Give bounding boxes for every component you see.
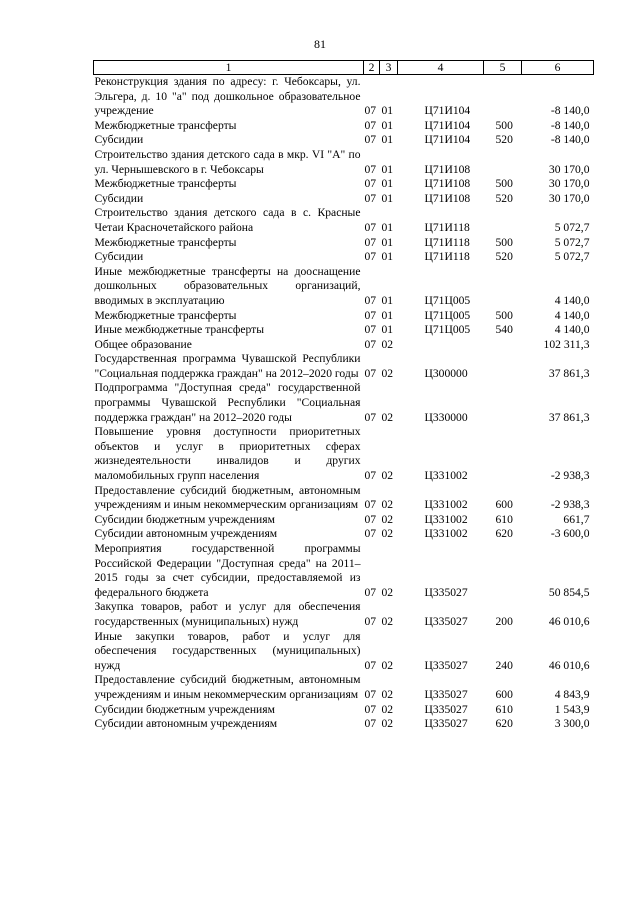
row-amount: -8 140,0 bbox=[550, 133, 590, 147]
row-subsection: 01 bbox=[381, 162, 394, 176]
row-section: 07 bbox=[364, 308, 377, 322]
table-row bbox=[94, 425, 594, 483]
row-name: Субсидии бюджетным учреждениям bbox=[94, 702, 275, 716]
row-amount: 46 010,6 bbox=[548, 614, 590, 628]
row-amount: 1 543,9 bbox=[554, 702, 590, 716]
row-expense-type: 520 bbox=[495, 133, 513, 147]
row-amount: 102 311,3 bbox=[543, 337, 590, 351]
row-target-article: Ц331002 bbox=[424, 498, 468, 512]
table-row bbox=[94, 338, 594, 353]
row-name: Субсидии бюджетным учреждениям bbox=[94, 512, 275, 526]
row-subsection: 02 bbox=[381, 687, 394, 701]
row-amount: 4 140,0 bbox=[554, 308, 590, 322]
row-subsection: 02 bbox=[381, 337, 394, 351]
row-section: 07 bbox=[364, 687, 377, 701]
row-name: Повышение уровня доступности приоритетных объектов и услуг в приоритетных сферах жизнедеятельности инвалидов и других маломобильных групп населения bbox=[94, 425, 361, 483]
table-row bbox=[94, 206, 594, 235]
table-row bbox=[94, 673, 594, 702]
row-expense-type: 500 bbox=[495, 308, 513, 322]
row-name: Субсидии bbox=[94, 133, 144, 147]
row-name: Закупка товаров, работ и услуг для обеспечения государственных (муниципальных) нужд bbox=[94, 600, 361, 628]
row-name: Реконструкция здания по адресу: г. Чебоксары, ул. Эльгера, д. 10 "а" под дошкольное образовательное учреждение bbox=[94, 75, 361, 118]
row-expense-type: 500 bbox=[495, 177, 513, 191]
row-expense-type: 520 bbox=[495, 191, 513, 205]
row-subsection: 02 bbox=[381, 717, 394, 731]
row-expense-type: 620 bbox=[495, 527, 513, 541]
row-name: Межбюджетные трансферты bbox=[94, 308, 237, 322]
row-section: 07 bbox=[364, 366, 377, 380]
row-target-article bbox=[398, 338, 484, 353]
row-subsection: 01 bbox=[381, 323, 394, 337]
row-subsection: 02 bbox=[381, 527, 394, 541]
row-section: 07 bbox=[364, 220, 377, 234]
row-name: Мероприятия государственной программы Российской Федерации "Доступная среда" на 2011–2015 годы за счет субсидии, предоставляемой из федерального бюджета bbox=[94, 542, 361, 599]
row-subsection: 01 bbox=[381, 104, 394, 118]
row-amount: 3 300,0 bbox=[554, 717, 590, 731]
row-amount: -8 140,0 bbox=[550, 118, 590, 132]
row-name: Межбюджетные трансферты bbox=[94, 118, 237, 132]
row-expense-type: 200 bbox=[495, 614, 513, 628]
table-row bbox=[94, 527, 594, 542]
row-name: Предоставление субсидий бюджетным, автономным учреждениям и иным некоммерческим организациям bbox=[94, 673, 361, 701]
row-target-article: Ц335027 bbox=[424, 687, 468, 701]
row-name: Строительство здания детского сада в мкр. VI "А" по ул. Чернышевского в г. Чебоксары bbox=[94, 147, 361, 176]
row-section: 07 bbox=[364, 512, 377, 526]
row-target-article: Ц335027 bbox=[424, 717, 468, 731]
row-amount: 661,7 bbox=[563, 512, 590, 526]
row-amount: 4 843,9 bbox=[554, 687, 590, 701]
row-amount: -2 938,3 bbox=[550, 469, 590, 483]
row-amount: -8 140,0 bbox=[550, 104, 590, 118]
table-row bbox=[94, 75, 594, 119]
table-row bbox=[94, 265, 594, 309]
table-row bbox=[94, 703, 594, 718]
row-target-article: Ц71И104 bbox=[424, 104, 471, 118]
row-amount: 37 861,3 bbox=[548, 366, 590, 380]
table-row bbox=[94, 484, 594, 513]
table-row bbox=[94, 119, 594, 134]
row-amount: 37 861,3 bbox=[548, 410, 590, 424]
row-section: 07 bbox=[364, 337, 377, 351]
row-expense-type bbox=[484, 338, 522, 353]
row-amount: 30 170,0 bbox=[548, 177, 590, 191]
row-section: 07 bbox=[364, 293, 377, 307]
row-name: Иные закупки товаров, работ и услуг для обеспечения государственных (муниципальных) нужд bbox=[94, 629, 361, 672]
row-expense-type bbox=[484, 265, 522, 309]
row-amount: 5 072,7 bbox=[554, 250, 590, 264]
table-row bbox=[94, 542, 594, 600]
row-target-article: Ц331002 bbox=[424, 512, 468, 526]
row-target-article: Ц330000 bbox=[424, 410, 468, 424]
row-section: 07 bbox=[364, 323, 377, 337]
table-row bbox=[94, 309, 594, 324]
table-row bbox=[94, 630, 594, 674]
table-row bbox=[94, 250, 594, 265]
row-target-article: Ц300000 bbox=[424, 366, 468, 380]
row-expense-type bbox=[484, 148, 522, 177]
row-target-article: Ц71Ц005 bbox=[424, 323, 471, 337]
row-expense-type: 610 bbox=[495, 702, 513, 716]
page-number: 81 bbox=[314, 37, 326, 51]
row-name: Общее образование bbox=[94, 337, 192, 351]
table-row bbox=[94, 192, 594, 207]
table-row bbox=[94, 600, 594, 629]
row-subsection: 01 bbox=[381, 235, 394, 249]
row-subsection: 02 bbox=[381, 366, 394, 380]
row-amount: 4 140,0 bbox=[554, 323, 590, 337]
row-subsection: 02 bbox=[381, 658, 394, 672]
row-section: 07 bbox=[364, 133, 377, 147]
row-subsection: 01 bbox=[381, 133, 394, 147]
row-target-article: Ц71И108 bbox=[424, 162, 471, 176]
table-row bbox=[94, 381, 594, 425]
row-target-article: Ц335027 bbox=[424, 614, 468, 628]
row-subsection: 01 bbox=[381, 293, 394, 307]
row-subsection: 02 bbox=[381, 469, 394, 483]
row-expense-type: 620 bbox=[495, 717, 513, 731]
row-name: Подпрограмма "Доступная среда" государственной программы Чувашской Республики "Социальная поддержка граждан" на 2012–2020 годы bbox=[94, 381, 361, 424]
row-name: Межбюджетные трансферты bbox=[94, 177, 237, 191]
header-cell-name: 1 bbox=[94, 61, 364, 75]
row-name: Межбюджетные трансферты bbox=[94, 235, 237, 249]
row-section: 07 bbox=[364, 469, 377, 483]
row-subsection: 02 bbox=[381, 614, 394, 628]
row-section: 07 bbox=[364, 162, 377, 176]
row-target-article: Ц71И104 bbox=[424, 118, 471, 132]
row-subsection: 01 bbox=[381, 177, 394, 191]
header-cell-expense-type: 5 bbox=[484, 61, 522, 75]
row-expense-type bbox=[484, 542, 522, 600]
header-cell-target-article: 4 bbox=[398, 61, 484, 75]
row-target-article: Ц331002 bbox=[424, 527, 468, 541]
row-target-article: Ц71И118 bbox=[424, 220, 470, 234]
row-subsection: 01 bbox=[381, 191, 394, 205]
row-name: Иные межбюджетные трансферты на дооснащение дошкольных образовательных организаций, вводимых в эксплуатацию bbox=[94, 264, 361, 307]
row-target-article: Ц335027 bbox=[424, 658, 468, 672]
row-target-article: Ц331002 bbox=[424, 469, 468, 483]
row-section: 07 bbox=[364, 104, 377, 118]
row-name: Строительство здания детского сада в с. Красные Четаи Красночетайского района bbox=[94, 206, 361, 234]
row-name: Субсидии автономным учреждениям bbox=[94, 527, 278, 541]
table-row bbox=[94, 717, 594, 732]
row-section: 07 bbox=[364, 702, 377, 716]
row-expense-type bbox=[484, 381, 522, 425]
row-subsection: 02 bbox=[381, 498, 394, 512]
table-row bbox=[94, 133, 594, 148]
table-row bbox=[94, 323, 594, 338]
header-row bbox=[94, 61, 594, 75]
row-name: Субсидии автономным учреждениям bbox=[94, 717, 278, 731]
row-expense-type bbox=[484, 206, 522, 235]
row-subsection: 01 bbox=[381, 250, 394, 264]
table-row bbox=[94, 148, 594, 177]
table-row bbox=[94, 236, 594, 251]
row-section: 07 bbox=[364, 498, 377, 512]
row-target-article: Ц71И108 bbox=[424, 191, 471, 205]
row-target-article: Ц71И118 bbox=[424, 235, 470, 249]
table-row bbox=[94, 177, 594, 192]
row-subsection: 01 bbox=[381, 308, 394, 322]
row-target-article: Ц71Ц005 bbox=[424, 308, 471, 322]
row-amount: 30 170,0 bbox=[548, 162, 590, 176]
row-section: 07 bbox=[364, 658, 377, 672]
row-expense-type bbox=[484, 75, 522, 119]
row-name: Субсидии bbox=[94, 250, 144, 264]
row-subsection: 01 bbox=[381, 118, 394, 132]
row-section: 07 bbox=[364, 250, 377, 264]
row-amount: 4 140,0 bbox=[554, 293, 590, 307]
row-name: Субсидии bbox=[94, 191, 144, 205]
row-target-article: Ц71И108 bbox=[424, 177, 471, 191]
row-target-article: Ц335027 bbox=[424, 702, 468, 716]
row-target-article: Ц335027 bbox=[424, 585, 468, 599]
row-amount: 5 072,7 bbox=[554, 235, 590, 249]
header-cell-subsection: 3 bbox=[380, 61, 398, 75]
row-section: 07 bbox=[364, 614, 377, 628]
row-amount: 46 010,6 bbox=[548, 658, 590, 672]
row-subsection: 02 bbox=[381, 410, 394, 424]
row-name: Государственная программа Чувашской Республики "Социальная поддержка граждан" на 2012–2020 годы bbox=[94, 352, 361, 380]
row-expense-type: 520 bbox=[495, 250, 513, 264]
row-expense-type bbox=[484, 352, 522, 381]
row-expense-type: 610 bbox=[495, 512, 513, 526]
row-section: 07 bbox=[364, 177, 377, 191]
row-section: 07 bbox=[364, 410, 377, 424]
header-cell-amount: 6 bbox=[522, 61, 594, 75]
row-target-article: Ц71И118 bbox=[424, 250, 470, 264]
row-amount: 50 854,5 bbox=[548, 585, 590, 599]
row-section: 07 bbox=[364, 118, 377, 132]
row-target-article: Ц71Ц005 bbox=[424, 293, 471, 307]
row-target-article: Ц71И104 bbox=[424, 133, 471, 147]
row-section: 07 bbox=[364, 527, 377, 541]
row-subsection: 02 bbox=[381, 702, 394, 716]
row-section: 07 bbox=[364, 585, 377, 599]
row-expense-type: 600 bbox=[495, 687, 513, 701]
row-amount: 30 170,0 bbox=[548, 191, 590, 205]
table-row bbox=[94, 352, 594, 381]
row-subsection: 01 bbox=[381, 220, 394, 234]
row-expense-type: 500 bbox=[495, 235, 513, 249]
row-section: 07 bbox=[364, 717, 377, 731]
row-subsection: 02 bbox=[381, 512, 394, 526]
row-name: Иные межбюджетные трансферты bbox=[94, 323, 265, 337]
row-expense-type: 240 bbox=[495, 658, 513, 672]
row-name: Предоставление субсидий бюджетным, автономным учреждениям и иным некоммерческим организациям bbox=[94, 483, 361, 512]
row-amount: 5 072,7 bbox=[554, 220, 590, 234]
row-expense-type: 540 bbox=[495, 323, 513, 337]
row-amount: -3 600,0 bbox=[550, 527, 590, 541]
row-amount: -2 938,3 bbox=[550, 498, 590, 512]
row-expense-type bbox=[484, 425, 522, 483]
header-cell-section: 2 bbox=[364, 61, 380, 75]
row-section: 07 bbox=[364, 235, 377, 249]
row-expense-type: 600 bbox=[495, 498, 513, 512]
row-expense-type: 500 bbox=[495, 118, 513, 132]
budget-table bbox=[93, 60, 594, 732]
row-subsection: 02 bbox=[381, 585, 394, 599]
table-body bbox=[94, 75, 594, 732]
row-section: 07 bbox=[364, 191, 377, 205]
table-row bbox=[94, 513, 594, 528]
